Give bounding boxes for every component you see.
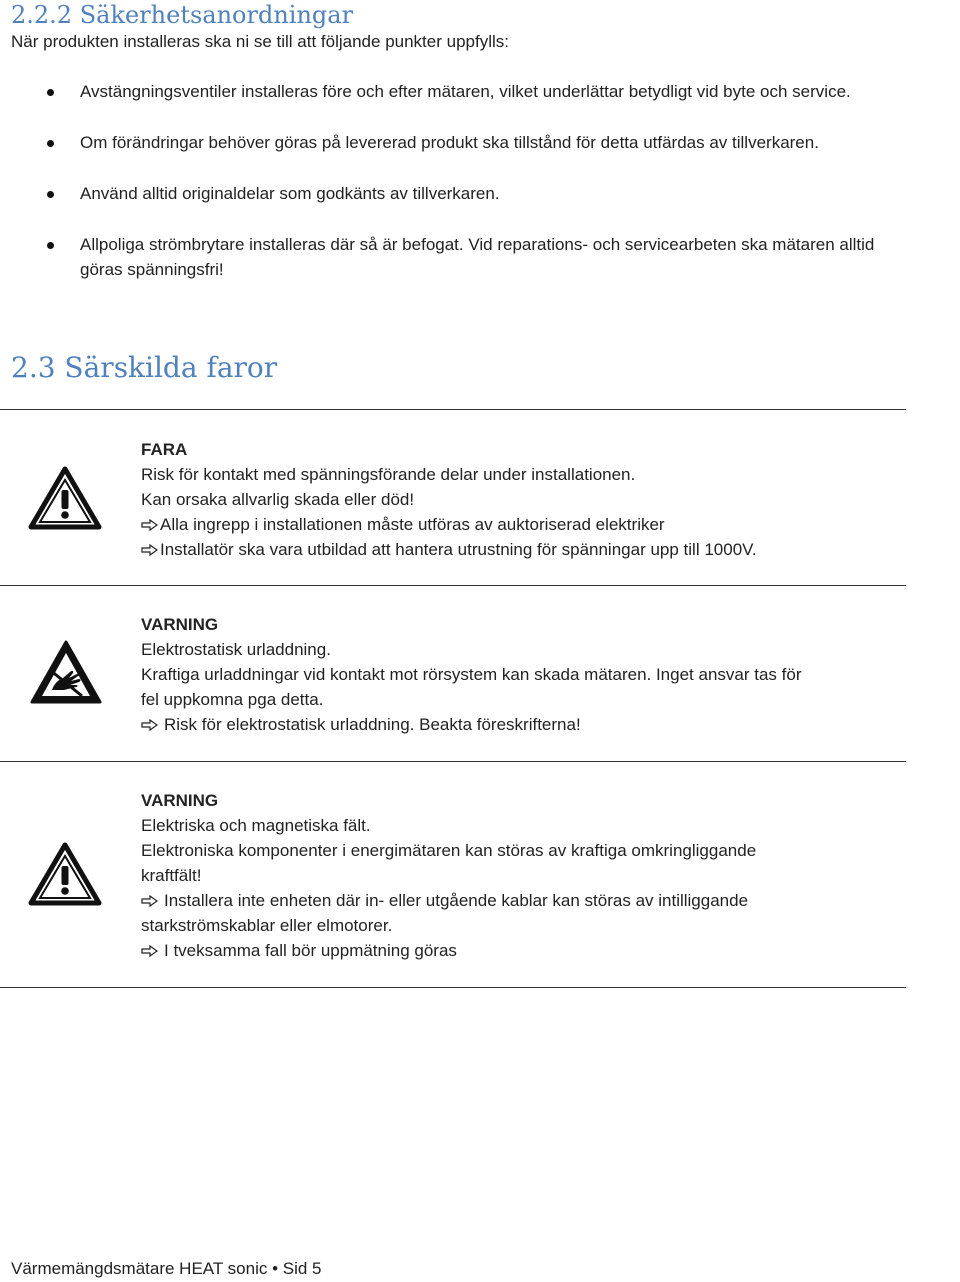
section-heading-23: 2.3 Särskilda faror: [11, 351, 278, 384]
page-footer: Värmemängdsmätare HEAT sonic • Sid 5: [11, 1259, 322, 1278]
bullet-text: Använd alltid originaldelar som godkänts av tillverkaren.: [80, 184, 500, 203]
divider: [0, 585, 906, 586]
arrow-right-icon: [141, 945, 158, 957]
divider: [0, 987, 906, 988]
warning-block-fara: [141, 437, 757, 562]
warning-line: Risk för elektrostatisk urladdning. Beakta föreskrifterna!: [141, 712, 802, 737]
warning-triangle-icon: [28, 466, 102, 535]
divider: [0, 409, 906, 410]
intro-text: När produkten installeras ska ni se till att följande punkter uppfylls:: [11, 32, 509, 51]
warning-line: Kraftiga urladdningar vid kontakt mot rörsystem kan skada mätaren. Inget ansvar tas för: [141, 665, 802, 684]
warning-line: Installatör ska vara utbildad att hantera utrustning för spänningar upp till 1000V.: [141, 537, 757, 562]
warning-block-emf: [141, 788, 756, 963]
bullet-icon: [47, 89, 54, 96]
warning-line: Risk för kontakt med spänningsförande delar under installationen.: [141, 465, 636, 484]
warning-line: Elektroniska komponenter i energimätaren kan störas av kraftiga omkringliggande: [141, 841, 757, 860]
warning-label: VARNING: [141, 615, 219, 634]
warning-line: fel uppkomna pga detta.: [141, 690, 324, 709]
bullet-text: göras spänningsfri!: [80, 260, 224, 279]
warning-line: Elektriska och magnetiska fält.: [141, 816, 371, 835]
bullet-text: Om förändringar behöver göras på levererad produkt ska tillstånd för detta utfärdas av tillverkaren.: [80, 133, 819, 152]
esd-warning-icon: [30, 640, 102, 709]
warning-line: Elektrostatisk urladdning.: [141, 640, 331, 659]
bullet-icon: [47, 242, 54, 249]
warning-label: FARA: [141, 440, 188, 459]
section-heading-222: 2.2.2 Säkerhetsanordningar: [11, 1, 354, 29]
divider: [0, 761, 906, 762]
warning-line: I tveksamma fall bör uppmätning göras: [141, 938, 756, 963]
arrow-right-icon: [141, 895, 158, 907]
bullet-text: Avstängningsventiler installeras före och efter mätaren, vilket underlättar betydligt vid byte och service.: [80, 82, 851, 101]
bullet-text: Allpoliga strömbrytare installeras där så är befogat. Vid reparations- och servicearbeten ska mätaren alltid: [80, 235, 875, 254]
warning-line: kraftfält!: [141, 866, 202, 885]
warning-line: Kan orsaka allvarlig skada eller död!: [141, 490, 415, 509]
warning-line: Alla ingrepp i installationen måste utföras av auktoriserad elektriker: [141, 512, 757, 537]
warning-block-esd: [141, 612, 802, 737]
warning-line: starkströmskablar eller elmotorer.: [141, 916, 393, 935]
arrow-right-icon: [141, 519, 158, 531]
warning-line: Installera inte enheten där in- eller utgående kablar kan störas av intilliggande: [141, 888, 756, 913]
warning-triangle-icon: [28, 842, 102, 911]
arrow-right-icon: [141, 719, 158, 731]
bullet-icon: [47, 140, 54, 147]
warning-label: VARNING: [141, 791, 219, 810]
bullet-icon: [47, 191, 54, 198]
arrow-right-icon: [141, 544, 158, 556]
